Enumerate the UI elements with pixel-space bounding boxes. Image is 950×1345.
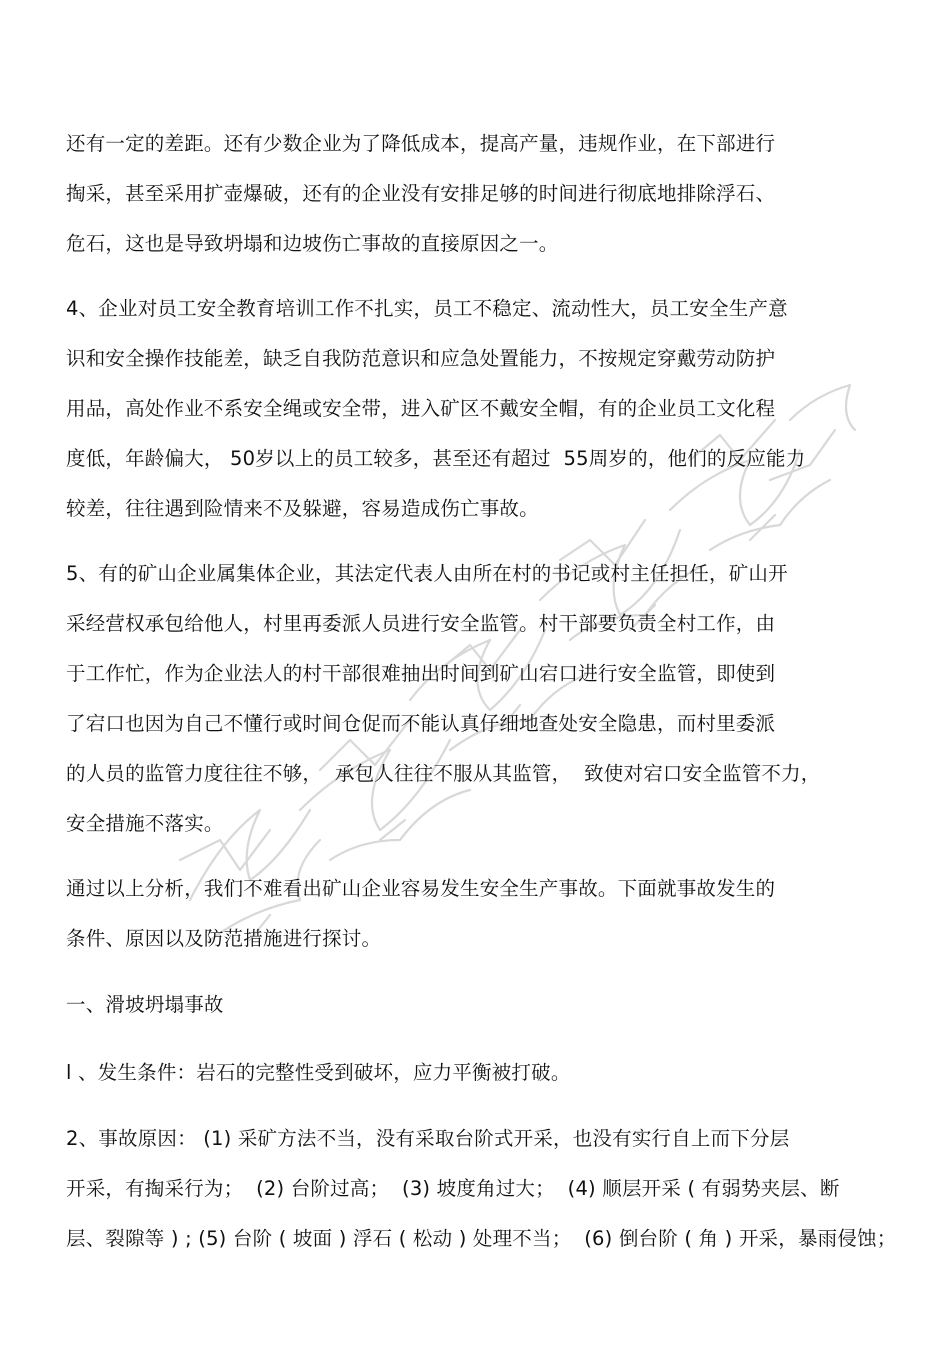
text-line: 2、事故原因： (1) 采矿方法不当，没有采取台阶式开采，也没有实行自上而下分层 [66,1127,790,1150]
text-line: 的人员的监管力度往往不够， 承包人往往不服从其监管， 致使对宕口安全监管不力， [66,762,821,785]
text-line: 条件、原因以及防范措施进行探讨。 [66,927,382,950]
text-line: 4、企业对员工安全教育培训工作不扎实，员工不稳定、流动性大，员工安全生产意 [66,297,788,320]
text-line: 开采，有掏采行为； (2) 台阶过高； (3) 坡度角过大； (4) 顺层开采 ( 有弱势夹层、断 [66,1177,840,1200]
text-line: 用品，高处作业不系安全绳或安全带，进入矿区不戴安全帽，有的企业员工文化程 [66,397,776,420]
text-line: 度低，年龄偏大， 50岁以上的员工较多，甚至还有超过 55周岁的，他们的反应能力 [66,447,806,470]
text-line: 于工作忙，作为企业法人的村干部很难抽出时间到矿山宕口进行安全监管，即使到 [66,662,776,685]
text-line: 安全措施不落实。 [66,812,224,835]
text-line: 识和安全操作技能差，缺乏自我防范意识和应急处置能力，不按规定穿戴劳动防护 [66,347,776,370]
text-line: 5、有的矿山企业属集体企业，其法定代表人由所在村的书记或村主任担任，矿山开 [66,562,788,585]
text-line: 层、裂隙等 ) ; (5) 台阶 ( 坡面 ) 浮石 ( 松动 ) 处理不当； (6) 倒台阶 ( 角 ) 开采，暴雨侵蚀； [66,1227,897,1250]
text-line: 掏采，甚至采用扩壶爆破，还有的企业没有安排足够的时间进行彻底地排除浮石、 [66,182,776,205]
text-line: 采经营权承包给他人，村里再委派人员进行安全监管。村干部要负责全村工作，由 [66,612,776,635]
section-heading: 一、滑坡坍塌事故 [66,993,224,1016]
text-line: l 、发生条件：岩石的完整性受到破坏，应力平衡被打破。 [66,1061,571,1084]
text-line: 危石，这也是导致坍塌和边坡伤亡事故的直接原因之一。 [66,232,559,255]
text-line: 还有一定的差距。还有少数企业为了降低成本，提高产量，违规作业，在下部进行 [66,132,776,155]
text-line: 较差，往往遇到险情来不及躲避，容易造成伤亡事故。 [66,497,539,520]
text-line: 了宕口也因为自己不懂行或时间仓促而不能认真仔细地查处安全隐患，而村里委派 [66,712,776,735]
text-line: 通过以上分析，我们不难看出矿山企业容易发生安全生产事故。下面就事故发生的 [66,877,776,900]
